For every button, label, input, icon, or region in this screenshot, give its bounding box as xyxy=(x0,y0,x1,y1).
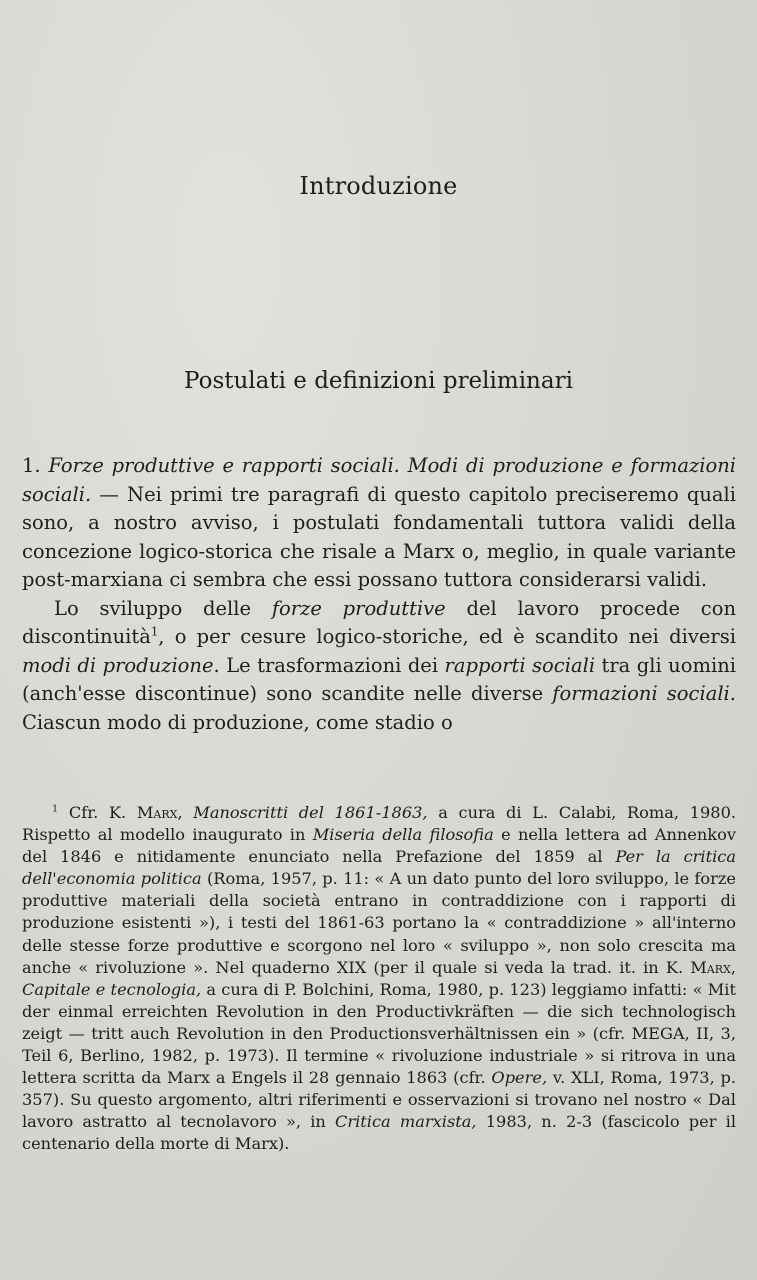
chapter-title: Introduzione xyxy=(299,172,458,200)
paragraph-1: 1. Forze produttive e rapporti sociali. Modi di produzione e formazioni sociali. — Nei primi tre paragrafi di questo capitolo preciseremo quali sono, a nostro avviso, i postulati fondamentali tuttora validi della concezione logico-storica che risale a Marx o, meglio, in quale variante post-marxiana ci sembra che essi possano tuttora considerarsi validi. xyxy=(22,454,737,591)
section-title: Postulati e definizioni preliminari xyxy=(184,368,573,394)
footnote-reference: 1 xyxy=(150,624,159,639)
paragraph-1-heading: Forze produttive e rapporti sociali. Modi di produzione e formazioni sociali. xyxy=(22,454,737,506)
footnote-number: 1 xyxy=(52,803,59,815)
main-text xyxy=(22,452,736,737)
paragraph-2: Lo sviluppo delle forze produttive del lavoro procede con discontinuità$^1$, o per cesure logico-storiche, ed è scandito nei diversi modi di produzione. Le trasformazioni dei rapporti sociali tra gli uomini (anch'esse discontinue) sono scandite nelle diverse formazioni sociali. Ciascun modo di produzione, come stadio o xyxy=(22,596,737,734)
footnote xyxy=(22,802,736,1156)
footnote-1: $^1$ Cfr. K. Marx, Manoscritti del 1861-1863, a cura di L. Calabi, Roma, 1980. Rispetto al modello inaugurato in Miseria della filosofia e nella lettera ad Annenkov del 1846 e nitidamente enunciato nella Prefazione del 1859 al Per la critica dell'economia politica (Roma, 1957, p. 11: « A un dato punto del loro sviluppo, le forze produttive materiali della società entrano in contraddizione con i rapporti di produzione esistenti »), i testi del 1861-63 portano la « contraddizione » all'interno delle stesse forze produttive e scorgono nel loro « sviluppo », non solo crescita ma anche « rivoluzione ». Nel quaderno XIX (per il quale si veda la trad. it. in K. Marx, Capitale e tecnologia, a cura di P. Bolchini, Roma, 1980, p. 123) leggiamo infatti: « Mit der einmal erreichten Revolution in den Productivkräften — die sich technologisch zeigt — tritt auch Revolution in den Productionsverhältnissen ein » (cfr. MEGA, II, 3, Teil 6, Berlino, 1982, p. 1973). Il termine « rivoluzione industriale » si ritrova in una lettera scritta da Marx a Engels il 28 gennaio 1863 (cfr. Opere, v. XLI, Roma, 1973, p. 357). Su questo argomento, altri riferimenti e osservazioni si trovano nel nostro « Dal lavoro astratto al tecnolavoro », in Critica marxista, 1983, n. 2-3 (fascicolo per il centenario della morte di Marx). xyxy=(22,803,737,1154)
